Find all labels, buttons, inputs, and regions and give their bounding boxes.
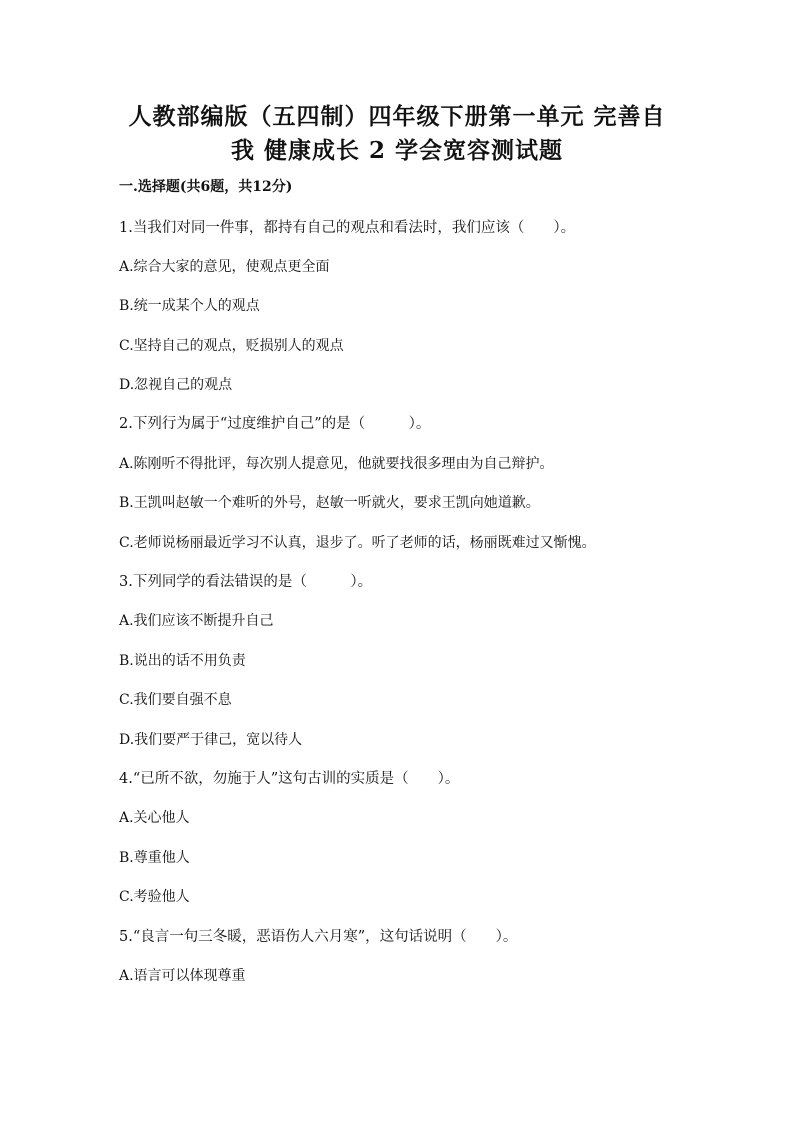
question-5-stem: 5.“良言一句三冬暖，恶语伤人六月寒”，这句话说明（ ）。: [119, 929, 518, 945]
section-header: 一.选择题(共6题，共12分): [119, 179, 293, 195]
question-2-option-c: C.老师说杨丽最近学习不认真，退步了。听了老师的话，杨丽既难过又惭愧。: [119, 535, 596, 551]
question-1-option-d: D.忽视自己的观点: [119, 377, 233, 393]
question-3-stem: 3.下列同学的看法错误的是（ ）。: [119, 574, 373, 590]
question-1-option-b: B.统一成某个人的观点: [119, 298, 260, 314]
question-4-stem: 4.“已所不欲，勿施于人”这句古训的实质是（ ）。: [119, 771, 460, 787]
question-3-option-a: A.我们应该不断提升自己: [119, 613, 274, 629]
page-title-line-1: 人教部编版（五四制）四年级下册第一单元 完善自: [128, 103, 666, 130]
question-4-option-c: C.考验他人: [119, 889, 190, 905]
question-1-option-c: C.坚持自己的观点，贬损别人的观点: [119, 338, 344, 354]
question-1-option-a: A.综合大家的意见，使观点更全面: [119, 259, 330, 275]
question-4-option-a: A.关心他人: [119, 810, 190, 826]
question-5-option-a: A.语言可以体现尊重: [119, 968, 246, 984]
question-1-stem: 1.当我们对同一件事，都持有自己的观点和看法时，我们应该（ ）。: [119, 220, 576, 236]
question-3-option-b: B.说出的话不用负责: [119, 653, 246, 669]
page-title-line-2: 我 健康成长 2 学会宽容测试题: [230, 137, 564, 164]
question-2-stem: 2.下列行为属于“过度维护自己”的是（ ）。: [119, 416, 431, 432]
question-3-option-c: C.我们要自强不息: [119, 692, 232, 708]
question-2-option-b: B.王凯叫赵敏一个难听的外号，赵敏一听就火，要求王凯向她道歉。: [119, 495, 540, 511]
question-3-option-d: D.我们要严于律己，宽以待人: [119, 732, 303, 748]
question-4-option-b: B.尊重他人: [119, 850, 190, 866]
question-2-option-a: A.陈刚听不得批评，每次别人提意见，他就要找很多理由为自己辩护。: [119, 456, 554, 472]
